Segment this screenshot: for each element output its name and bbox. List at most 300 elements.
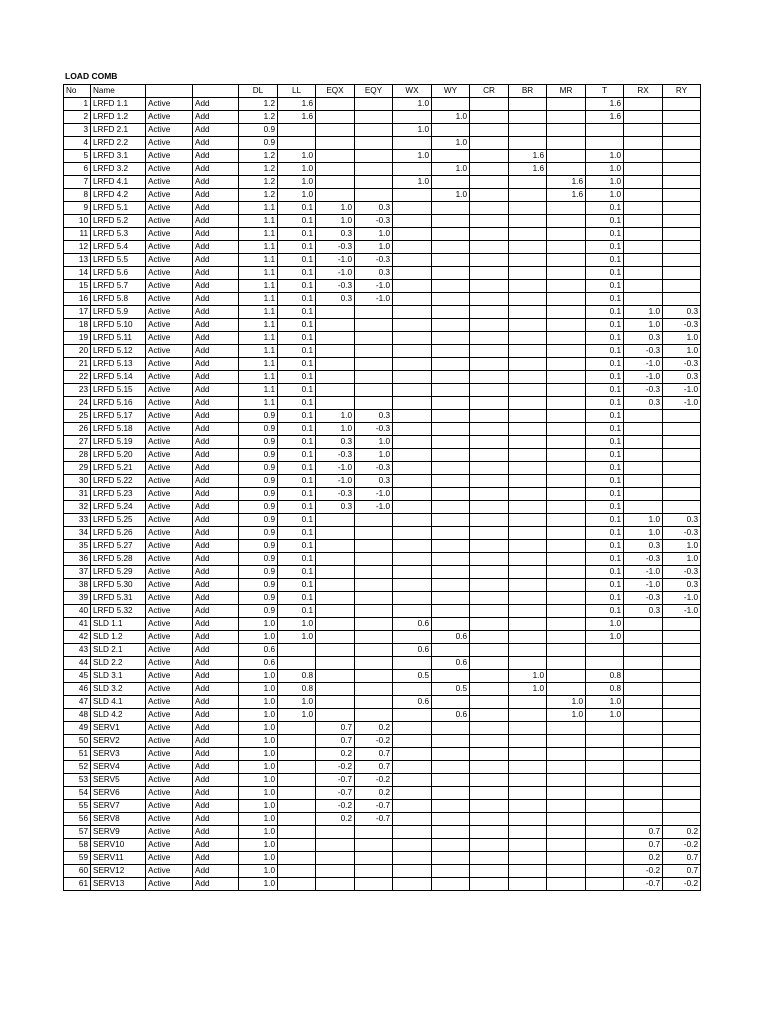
cell-eqx	[316, 852, 355, 865]
table-row	[64, 774, 701, 787]
cell-type: Add	[193, 748, 239, 761]
cell-wy	[432, 735, 470, 748]
cell-br	[509, 631, 547, 644]
cell-status: Active	[146, 306, 193, 319]
cell-dl: 1.1	[239, 280, 278, 293]
cell-ll	[278, 761, 316, 774]
cell-wy	[432, 410, 470, 423]
table-row	[64, 111, 701, 124]
cell-dl: 0.9	[239, 527, 278, 540]
cell-status: Active	[146, 813, 193, 826]
cell-cr	[470, 839, 509, 852]
cell-eqx	[316, 618, 355, 631]
table-row	[64, 449, 701, 462]
cell-mr	[547, 449, 586, 462]
cell-eqx	[316, 709, 355, 722]
cell-wx	[393, 436, 432, 449]
cell-ll: 0.1	[278, 501, 316, 514]
cell-dl: 0.9	[239, 475, 278, 488]
cell-ll	[278, 124, 316, 137]
cell-ll: 0.1	[278, 449, 316, 462]
cell-br	[509, 137, 547, 150]
cell-wx: 1.0	[393, 176, 432, 189]
cell-ry	[663, 618, 701, 631]
cell-status: Active	[146, 163, 193, 176]
cell-cr	[470, 865, 509, 878]
cell-type: Add	[193, 527, 239, 540]
cell-t: 0.1	[586, 579, 624, 592]
cell-type: Add	[193, 787, 239, 800]
cell-rx	[624, 267, 663, 280]
table-row	[64, 839, 701, 852]
cell-status: Active	[146, 436, 193, 449]
header-cell-eqx: EQX	[316, 85, 355, 98]
cell-mr	[547, 254, 586, 267]
cell-rx: -0.7	[624, 878, 663, 891]
cell-rx: 0.2	[624, 852, 663, 865]
cell-rx: -0.3	[624, 592, 663, 605]
cell-wy	[432, 761, 470, 774]
cell-mr	[547, 670, 586, 683]
cell-t: 0.1	[586, 475, 624, 488]
cell-mr	[547, 293, 586, 306]
cell-cr	[470, 683, 509, 696]
cell-cr	[470, 761, 509, 774]
cell-ry: -1.0	[663, 605, 701, 618]
cell-cr	[470, 774, 509, 787]
cell-ry	[663, 657, 701, 670]
cell-t	[586, 878, 624, 891]
cell-type: Add	[193, 137, 239, 150]
cell-t: 0.1	[586, 345, 624, 358]
table-row	[64, 137, 701, 150]
cell-eqy	[355, 384, 393, 397]
cell-eqx: 0.7	[316, 722, 355, 735]
cell-dl: 0.9	[239, 592, 278, 605]
cell-ll: 0.1	[278, 410, 316, 423]
cell-wx	[393, 865, 432, 878]
cell-ry	[663, 176, 701, 189]
cell-ry	[663, 267, 701, 280]
cell-no: 55	[64, 800, 91, 813]
cell-ll: 0.8	[278, 670, 316, 683]
cell-wx: 1.0	[393, 98, 432, 111]
table-row	[64, 241, 701, 254]
cell-name: LRFD 5.8	[91, 293, 146, 306]
cell-ry	[663, 228, 701, 241]
cell-dl: 1.2	[239, 176, 278, 189]
cell-t: 0.1	[586, 514, 624, 527]
cell-ry: -0.3	[663, 358, 701, 371]
table-row	[64, 280, 701, 293]
cell-no: 40	[64, 605, 91, 618]
cell-rx	[624, 176, 663, 189]
cell-dl: 1.0	[239, 748, 278, 761]
cell-no: 11	[64, 228, 91, 241]
cell-cr	[470, 280, 509, 293]
cell-cr	[470, 215, 509, 228]
cell-type: Add	[193, 111, 239, 124]
cell-eqy	[355, 527, 393, 540]
cell-type: Add	[193, 163, 239, 176]
cell-eqx	[316, 163, 355, 176]
cell-ll: 0.1	[278, 267, 316, 280]
cell-ll: 0.1	[278, 241, 316, 254]
cell-cr	[470, 709, 509, 722]
cell-status: Active	[146, 878, 193, 891]
cell-name: SERV8	[91, 813, 146, 826]
cell-br	[509, 566, 547, 579]
cell-wy	[432, 306, 470, 319]
cell-type: Add	[193, 384, 239, 397]
cell-name: LRFD 5.3	[91, 228, 146, 241]
cell-ll	[278, 657, 316, 670]
cell-wx	[393, 319, 432, 332]
cell-status: Active	[146, 371, 193, 384]
cell-dl: 1.2	[239, 111, 278, 124]
cell-t: 0.1	[586, 423, 624, 436]
cell-eqy: -0.7	[355, 813, 393, 826]
cell-name: SERV6	[91, 787, 146, 800]
cell-rx	[624, 163, 663, 176]
cell-dl: 1.0	[239, 813, 278, 826]
cell-ry	[663, 787, 701, 800]
cell-eqx: -0.3	[316, 449, 355, 462]
cell-no: 50	[64, 735, 91, 748]
cell-type: Add	[193, 865, 239, 878]
cell-eqy	[355, 137, 393, 150]
cell-name: LRFD 4.2	[91, 189, 146, 202]
cell-dl: 0.9	[239, 124, 278, 137]
cell-wy	[432, 202, 470, 215]
cell-mr	[547, 774, 586, 787]
cell-ll	[278, 644, 316, 657]
cell-t	[586, 800, 624, 813]
cell-type: Add	[193, 839, 239, 852]
cell-dl: 0.9	[239, 540, 278, 553]
cell-status: Active	[146, 800, 193, 813]
cell-cr	[470, 202, 509, 215]
cell-wx	[393, 592, 432, 605]
cell-br	[509, 644, 547, 657]
cell-no: 13	[64, 254, 91, 267]
cell-status: Active	[146, 98, 193, 111]
cell-t: 1.0	[586, 176, 624, 189]
cell-wy	[432, 241, 470, 254]
cell-eqy	[355, 397, 393, 410]
cell-no: 3	[64, 124, 91, 137]
cell-dl: 1.0	[239, 800, 278, 813]
cell-eqx: -0.3	[316, 280, 355, 293]
cell-status: Active	[146, 631, 193, 644]
cell-eqx: 0.3	[316, 436, 355, 449]
cell-t: 1.0	[586, 696, 624, 709]
cell-eqy: 1.0	[355, 241, 393, 254]
cell-dl: 1.1	[239, 241, 278, 254]
cell-status: Active	[146, 501, 193, 514]
cell-wx	[393, 371, 432, 384]
cell-eqy	[355, 826, 393, 839]
table-row	[64, 852, 701, 865]
cell-rx	[624, 228, 663, 241]
cell-wy	[432, 332, 470, 345]
cell-cr	[470, 319, 509, 332]
cell-ry: 0.3	[663, 514, 701, 527]
table-row	[64, 813, 701, 826]
cell-type: Add	[193, 774, 239, 787]
cell-wy	[432, 449, 470, 462]
cell-dl: 1.1	[239, 358, 278, 371]
cell-t: 0.1	[586, 605, 624, 618]
table-row	[64, 397, 701, 410]
cell-cr	[470, 514, 509, 527]
cell-br	[509, 345, 547, 358]
cell-mr	[547, 683, 586, 696]
header-cell-wx: WX	[393, 85, 432, 98]
cell-dl: 1.0	[239, 722, 278, 735]
cell-eqy	[355, 358, 393, 371]
cell-wx	[393, 475, 432, 488]
cell-name: LRFD 5.26	[91, 527, 146, 540]
cell-cr	[470, 111, 509, 124]
cell-rx: 1.0	[624, 319, 663, 332]
cell-mr	[547, 605, 586, 618]
cell-status: Active	[146, 670, 193, 683]
cell-ry	[663, 462, 701, 475]
cell-dl: 1.0	[239, 709, 278, 722]
cell-t: 0.1	[586, 527, 624, 540]
cell-ry: 1.0	[663, 540, 701, 553]
cell-br	[509, 527, 547, 540]
cell-t	[586, 813, 624, 826]
cell-no: 39	[64, 592, 91, 605]
cell-no: 52	[64, 761, 91, 774]
cell-t: 0.1	[586, 280, 624, 293]
cell-no: 43	[64, 644, 91, 657]
cell-ll: 0.1	[278, 475, 316, 488]
cell-no: 18	[64, 319, 91, 332]
cell-wx	[393, 566, 432, 579]
cell-t: 0.1	[586, 202, 624, 215]
cell-t	[586, 761, 624, 774]
cell-mr	[547, 332, 586, 345]
cell-status: Active	[146, 774, 193, 787]
cell-wy	[432, 787, 470, 800]
cell-br	[509, 254, 547, 267]
table-row	[64, 475, 701, 488]
cell-no: 54	[64, 787, 91, 800]
cell-name: SLD 1.1	[91, 618, 146, 631]
cell-name: LRFD 5.32	[91, 605, 146, 618]
cell-wx	[393, 241, 432, 254]
cell-wx	[393, 683, 432, 696]
table-row	[64, 592, 701, 605]
cell-status: Active	[146, 488, 193, 501]
cell-wx: 0.5	[393, 670, 432, 683]
cell-no: 35	[64, 540, 91, 553]
cell-dl: 0.6	[239, 657, 278, 670]
cell-status: Active	[146, 319, 193, 332]
cell-dl: 1.1	[239, 254, 278, 267]
cell-dl: 1.0	[239, 631, 278, 644]
cell-br	[509, 111, 547, 124]
cell-t: 0.1	[586, 241, 624, 254]
cell-eqx	[316, 137, 355, 150]
cell-cr	[470, 410, 509, 423]
cell-no: 8	[64, 189, 91, 202]
cell-mr	[547, 865, 586, 878]
cell-rx	[624, 202, 663, 215]
cell-eqy: -0.2	[355, 735, 393, 748]
cell-mr	[547, 644, 586, 657]
cell-eqx: -0.2	[316, 800, 355, 813]
cell-ry	[663, 644, 701, 657]
cell-type: Add	[193, 657, 239, 670]
cell-type: Add	[193, 761, 239, 774]
cell-mr	[547, 748, 586, 761]
cell-wy: 1.0	[432, 111, 470, 124]
cell-wx	[393, 397, 432, 410]
cell-type: Add	[193, 852, 239, 865]
cell-status: Active	[146, 124, 193, 137]
cell-name: LRFD 5.31	[91, 592, 146, 605]
cell-eqx	[316, 540, 355, 553]
cell-dl: 0.9	[239, 501, 278, 514]
cell-eqy	[355, 319, 393, 332]
cell-ry	[663, 254, 701, 267]
cell-dl: 1.0	[239, 852, 278, 865]
cell-type: Add	[193, 176, 239, 189]
cell-eqy	[355, 631, 393, 644]
cell-type: Add	[193, 436, 239, 449]
table-row	[64, 436, 701, 449]
cell-wy	[432, 397, 470, 410]
cell-name: LRFD 5.4	[91, 241, 146, 254]
cell-eqx: -1.0	[316, 267, 355, 280]
cell-mr: 1.6	[547, 189, 586, 202]
cell-br	[509, 124, 547, 137]
cell-ll: 1.6	[278, 98, 316, 111]
cell-t	[586, 644, 624, 657]
cell-eqx: -1.0	[316, 462, 355, 475]
cell-eqy	[355, 618, 393, 631]
cell-br	[509, 241, 547, 254]
table-row	[64, 189, 701, 202]
cell-wy: 0.6	[432, 657, 470, 670]
cell-no: 53	[64, 774, 91, 787]
cell-status: Active	[146, 826, 193, 839]
cell-cr	[470, 592, 509, 605]
cell-mr	[547, 800, 586, 813]
cell-eqy: 0.7	[355, 748, 393, 761]
cell-wx	[393, 826, 432, 839]
cell-cr	[470, 826, 509, 839]
cell-ll: 0.1	[278, 345, 316, 358]
cell-status: Active	[146, 267, 193, 280]
cell-no: 2	[64, 111, 91, 124]
cell-eqx	[316, 189, 355, 202]
cell-wx	[393, 748, 432, 761]
cell-t: 0.1	[586, 384, 624, 397]
cell-t: 0.1	[586, 254, 624, 267]
cell-t: 1.0	[586, 189, 624, 202]
cell-status: Active	[146, 722, 193, 735]
cell-no: 4	[64, 137, 91, 150]
cell-eqx	[316, 696, 355, 709]
cell-name: LRFD 1.1	[91, 98, 146, 111]
cell-name: LRFD 5.28	[91, 553, 146, 566]
cell-cr	[470, 397, 509, 410]
cell-eqy	[355, 709, 393, 722]
cell-mr	[547, 436, 586, 449]
cell-name: LRFD 3.2	[91, 163, 146, 176]
cell-ll: 0.1	[278, 384, 316, 397]
cell-wy	[432, 579, 470, 592]
cell-no: 61	[64, 878, 91, 891]
cell-cr	[470, 488, 509, 501]
cell-name: LRFD 5.30	[91, 579, 146, 592]
cell-status: Active	[146, 709, 193, 722]
cell-dl: 0.9	[239, 579, 278, 592]
cell-no: 9	[64, 202, 91, 215]
cell-status: Active	[146, 176, 193, 189]
cell-eqx: 0.7	[316, 735, 355, 748]
cell-wx	[393, 137, 432, 150]
cell-rx	[624, 501, 663, 514]
cell-cr	[470, 358, 509, 371]
cell-ll: 0.1	[278, 605, 316, 618]
table-row	[64, 228, 701, 241]
cell-t: 0.1	[586, 371, 624, 384]
cell-rx: 0.7	[624, 826, 663, 839]
cell-eqx	[316, 579, 355, 592]
cell-name: LRFD 5.29	[91, 566, 146, 579]
cell-status: Active	[146, 189, 193, 202]
cell-type: Add	[193, 735, 239, 748]
header-cell-mr: MR	[547, 85, 586, 98]
cell-cr	[470, 735, 509, 748]
cell-name: LRFD 2.2	[91, 137, 146, 150]
cell-ll: 0.1	[278, 540, 316, 553]
cell-type: Add	[193, 631, 239, 644]
cell-br	[509, 384, 547, 397]
cell-wy	[432, 839, 470, 852]
header-row	[64, 85, 701, 98]
cell-mr	[547, 267, 586, 280]
cell-type: Add	[193, 800, 239, 813]
cell-br	[509, 540, 547, 553]
cell-t: 0.1	[586, 540, 624, 553]
cell-cr	[470, 306, 509, 319]
cell-type: Add	[193, 98, 239, 111]
cell-wx	[393, 449, 432, 462]
cell-ll: 1.0	[278, 631, 316, 644]
cell-type: Add	[193, 501, 239, 514]
header-cell-name: Name	[91, 85, 146, 98]
cell-wx	[393, 358, 432, 371]
cell-status: Active	[146, 865, 193, 878]
cell-mr	[547, 241, 586, 254]
header-cell-dl: DL	[239, 85, 278, 98]
cell-eqy	[355, 332, 393, 345]
cell-br: 1.0	[509, 670, 547, 683]
cell-ry: -0.2	[663, 878, 701, 891]
cell-rx	[624, 241, 663, 254]
cell-wx	[393, 878, 432, 891]
cell-wx	[393, 605, 432, 618]
cell-wx	[393, 345, 432, 358]
cell-ry	[663, 683, 701, 696]
